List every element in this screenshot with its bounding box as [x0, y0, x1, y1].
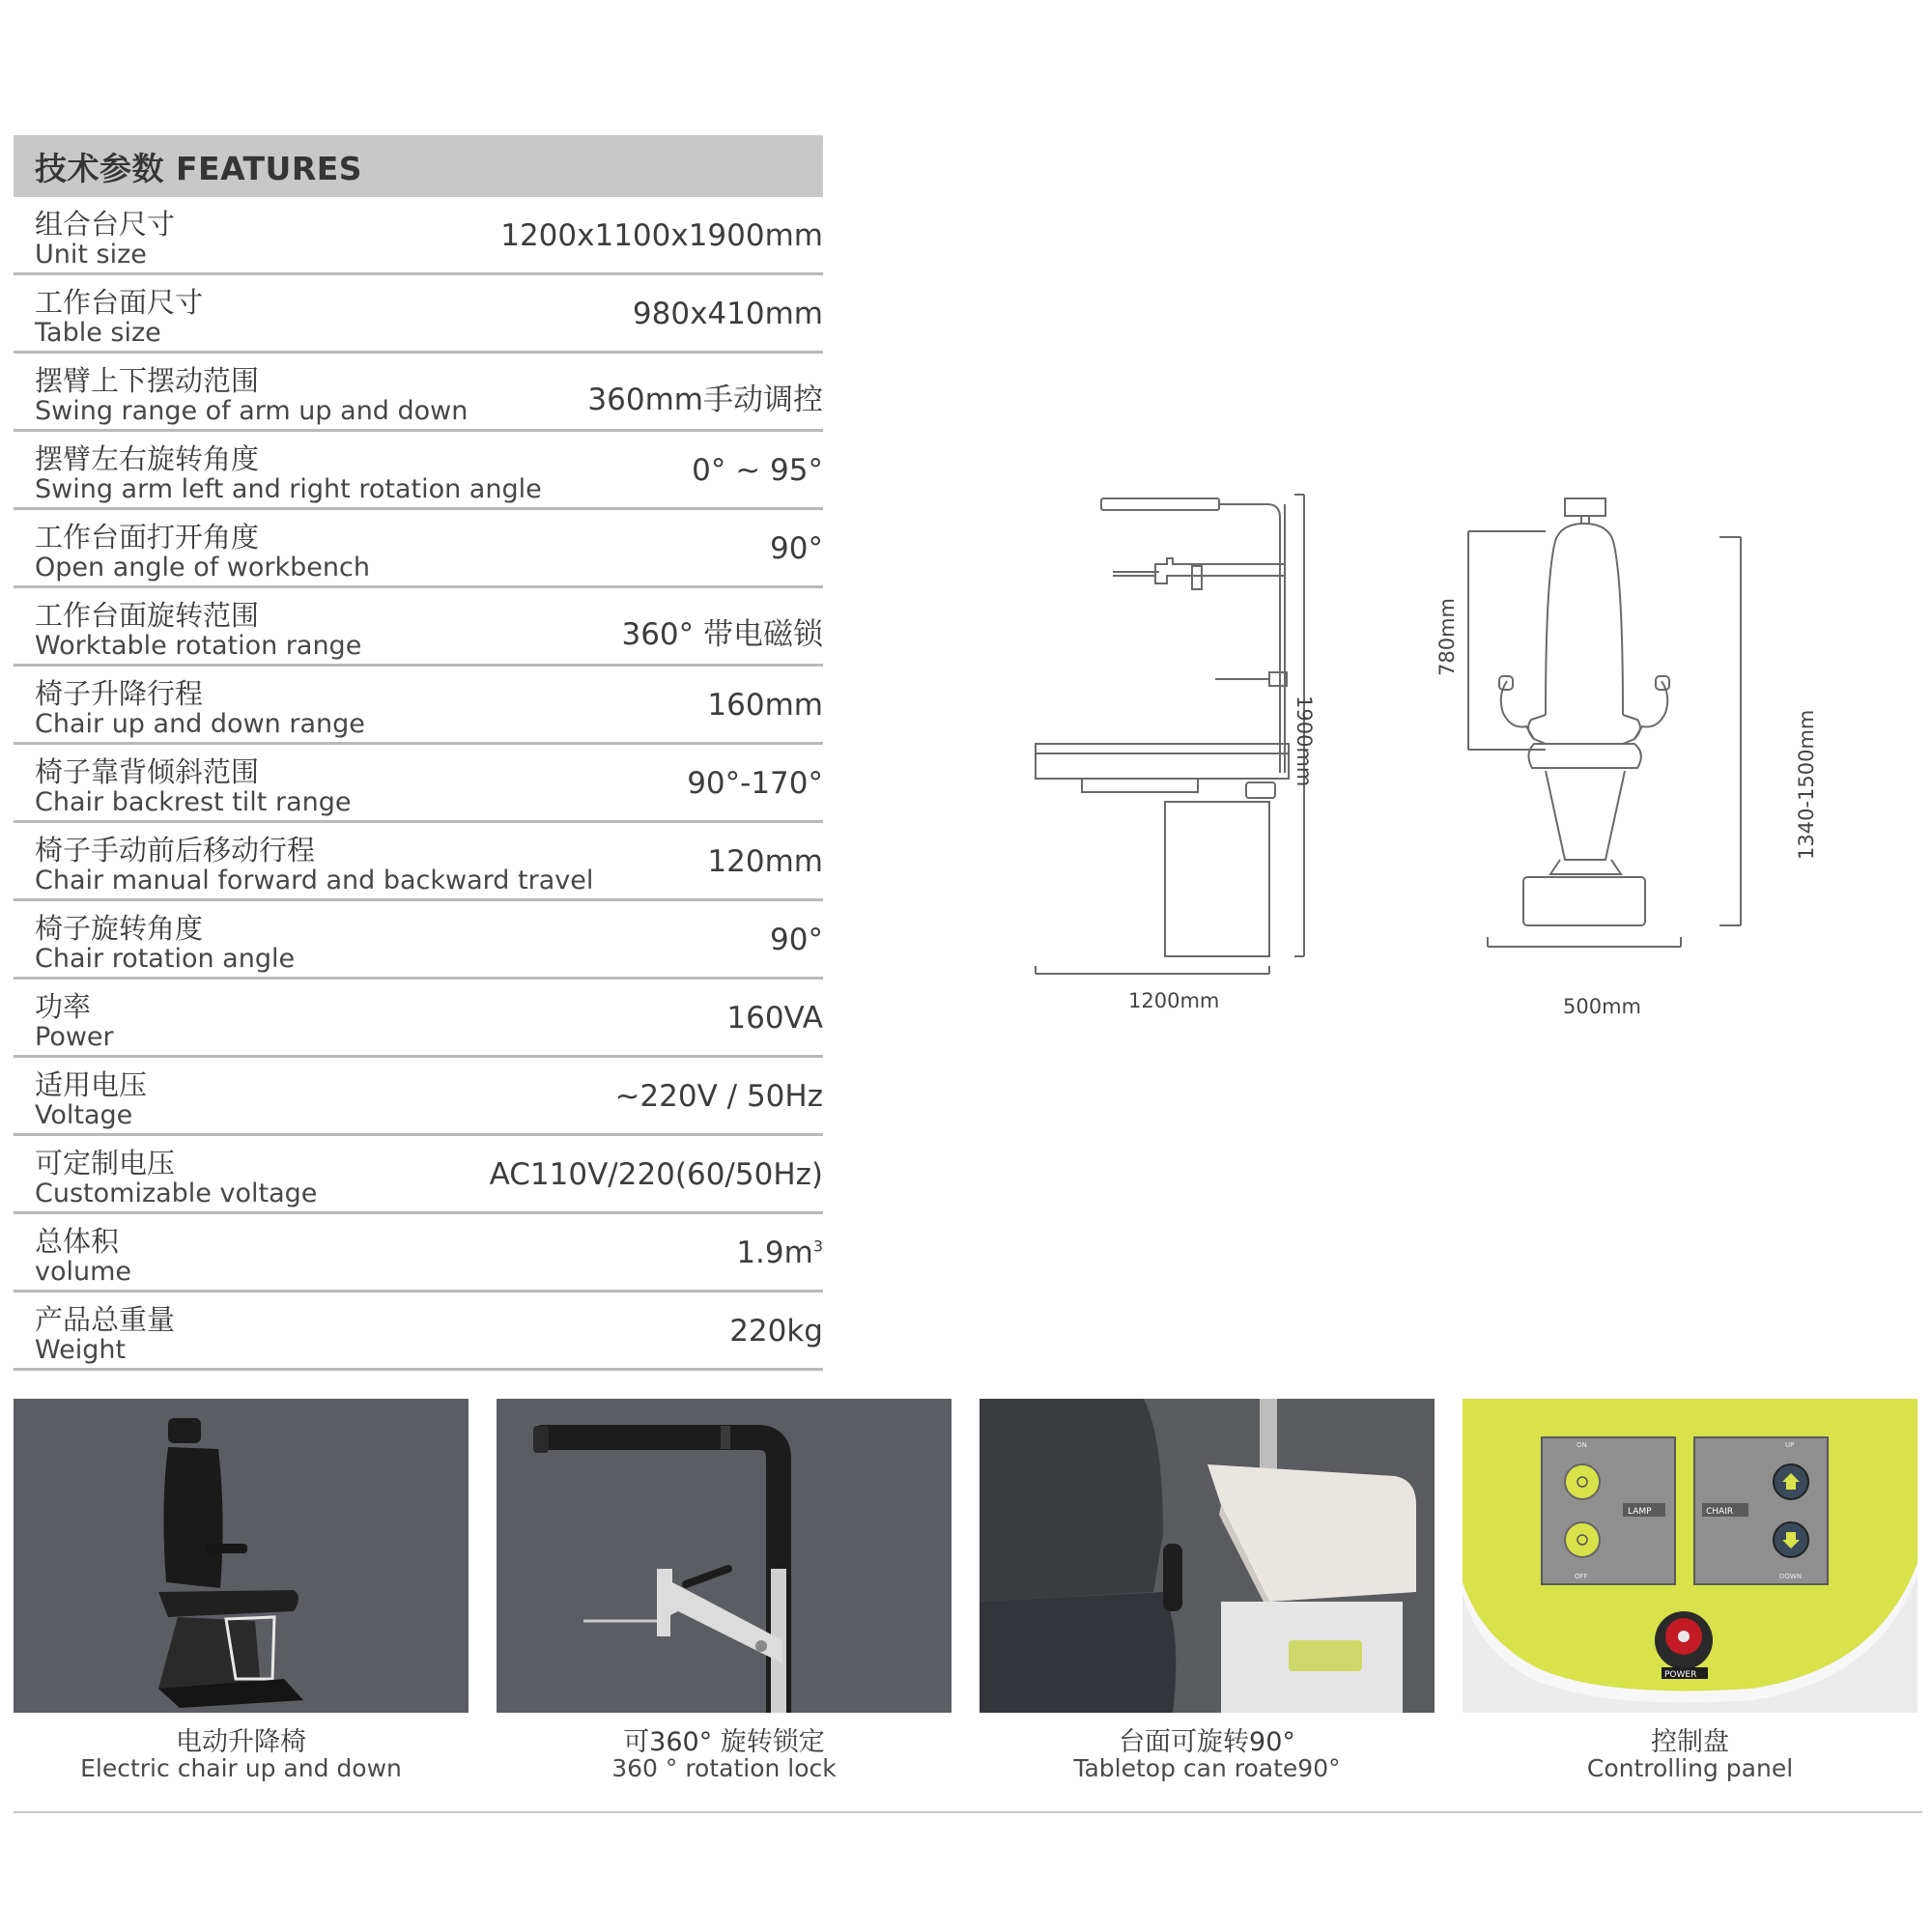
feature-value-text: 90° [770, 531, 823, 566]
feature-value [687, 766, 823, 801]
feature-label-cn: 功率 [35, 990, 92, 1023]
feature-value [726, 1001, 823, 1036]
feature-value-text: 220kg [729, 1314, 823, 1349]
chair-front-view [1468, 498, 1741, 947]
feature-label-cn: 摆臂上下摆动范围 [35, 364, 260, 397]
feature-label-cn: 产品总重量 [35, 1303, 176, 1336]
feature-row [14, 588, 823, 667]
feature-label-cn: 可定制电压 [35, 1147, 176, 1179]
label-unit-height: 1900mm [1293, 696, 1316, 787]
feature-value-text: 90° [770, 923, 823, 957]
feature-row [14, 510, 823, 588]
feature-value [614, 1079, 823, 1114]
caption-en: 360 ° rotation lock [611, 1754, 837, 1782]
feature-label-en: Chair backrest tilt range [35, 787, 352, 817]
feature-row [14, 275, 823, 354]
feature-value [770, 531, 823, 566]
feature-row [14, 901, 823, 980]
feature-row [14, 667, 823, 745]
feature-photos [14, 1399, 1922, 1804]
feature-value [633, 297, 823, 331]
bottom-divider [14, 1811, 1922, 1813]
photo-card-chair [14, 1399, 469, 1800]
feature-row [14, 1058, 823, 1136]
feature-row [14, 980, 823, 1058]
feature-value [707, 844, 823, 879]
feature-value [490, 1157, 823, 1192]
feature-value [736, 1236, 823, 1270]
caption-en: Tabletop can roate90° [1073, 1754, 1341, 1782]
feature-label-cn: 工作台面尺寸 [35, 286, 204, 319]
feature-value-text: 90°-170° [687, 766, 823, 801]
feature-value [692, 453, 823, 488]
photo-card-rotation-lock [497, 1399, 952, 1800]
feature-label-en: Table size [35, 318, 161, 348]
feature-value [621, 610, 823, 653]
feature-row [14, 197, 823, 275]
tabletop-photo [980, 1399, 1435, 1713]
panel-up-label: UP [1785, 1441, 1795, 1449]
feature-value-text: 120mm [707, 844, 823, 879]
dimension-diagrams [1005, 464, 1855, 1043]
feature-value-text: 980x410mm [632, 297, 823, 331]
feature-label-cn: 摆臂左右旋转角度 [35, 442, 260, 475]
feature-value-text: 360° 带电磁锁 [621, 617, 823, 652]
caption-en: Controlling panel [1586, 1754, 1794, 1782]
feature-label-en: Weight [35, 1335, 127, 1365]
feature-value-text: 360mm手动调控 [587, 383, 823, 417]
feature-row [14, 1214, 823, 1293]
caption-cn: 电动升降椅 [176, 1727, 306, 1757]
feature-label-cn: 工作台面打开角度 [35, 521, 260, 554]
feature-value-text: 0° ~ 95° [692, 453, 823, 488]
control-panel-photo [1463, 1399, 1918, 1713]
feature-value-text: 1200x1100x1900mm [500, 218, 823, 253]
panel-on-label: ON [1577, 1441, 1587, 1449]
feature-value-text: 160VA [726, 1001, 823, 1036]
feature-value-text: 1.9m [736, 1236, 813, 1270]
feature-label-cn: 适用电压 [35, 1068, 148, 1101]
feature-row [14, 823, 823, 901]
panel-chair-label: CHAIR [1706, 1507, 1734, 1517]
feature-value-text: ~220V / 50Hz [614, 1079, 823, 1114]
feature-label-en: Swing range of arm up and down [35, 396, 469, 426]
caption-cn: 可360° 旋转锁定 [623, 1727, 825, 1757]
features-rows [14, 197, 823, 1371]
panel-lamp-label: LAMP [1628, 1507, 1652, 1517]
feature-label-cn: 椅子手动前后移动行程 [35, 834, 316, 867]
feature-label-cn: 工作台面旋转范围 [35, 599, 260, 632]
chair-photo [14, 1399, 469, 1713]
feature-value-superscript: 3 [812, 1236, 823, 1256]
unit-side-view [1036, 495, 1304, 974]
feature-label-cn: 椅子升降行程 [35, 677, 204, 710]
panel-off-label: OFF [1575, 1573, 1588, 1580]
feature-label-en: Customizable voltage [35, 1179, 318, 1208]
feature-label-en: Power [35, 1022, 114, 1052]
feature-value-text: 160mm [707, 688, 823, 723]
arm-photo [497, 1399, 952, 1713]
feature-value [587, 375, 823, 418]
feature-label-cn: 椅子靠背倾斜范围 [35, 755, 260, 788]
caption-cn: 台面可旋转90° [1119, 1727, 1295, 1757]
feature-row [14, 432, 823, 510]
label-chair-width: 500mm [1563, 995, 1641, 1018]
feature-label-en: volume [35, 1257, 132, 1287]
panel-power-label: POWER [1664, 1670, 1697, 1680]
feature-row [14, 354, 823, 432]
feature-row [14, 1136, 823, 1214]
features-header: 技术参数 FEATURES [14, 135, 823, 197]
feature-row [14, 745, 823, 823]
caption-cn: 控制盘 [1651, 1727, 1729, 1757]
feature-label-en: Voltage [35, 1100, 133, 1130]
photo-card-tabletop [980, 1399, 1435, 1800]
panel-down-label: DOWN [1779, 1573, 1803, 1580]
feature-label-cn: 总体积 [35, 1225, 120, 1258]
diagram-drawing [1005, 464, 1855, 1043]
feature-label-en: Open angle of workbench [35, 553, 370, 582]
feature-label-en: Worktable rotation range [35, 631, 362, 661]
feature-value [707, 688, 823, 723]
label-chair-back: 780mm [1435, 598, 1459, 676]
feature-label-en: Chair rotation angle [35, 944, 296, 974]
photo-card-control-panel [1463, 1399, 1918, 1800]
feature-row [14, 1293, 823, 1371]
feature-label-en: Chair up and down range [35, 709, 365, 739]
feature-label-cn: 组合台尺寸 [35, 208, 176, 241]
features-table [14, 135, 823, 1371]
feature-value [500, 218, 823, 253]
label-unit-width: 1200mm [1128, 989, 1220, 1012]
feature-value-text: AC110V/220(60/50Hz) [489, 1157, 823, 1192]
label-chair-height: 1340-1500mm [1795, 709, 1818, 860]
feature-label-cn: 椅子旋转角度 [35, 912, 204, 945]
feature-label-en: Swing arm left and right rotation angle [35, 474, 542, 504]
feature-value [770, 923, 823, 957]
feature-value [729, 1314, 823, 1349]
feature-label-en: Chair manual forward and backward travel [35, 866, 594, 895]
feature-label-en: Unit size [35, 240, 147, 270]
caption-en: Electric chair up and down [80, 1754, 402, 1782]
